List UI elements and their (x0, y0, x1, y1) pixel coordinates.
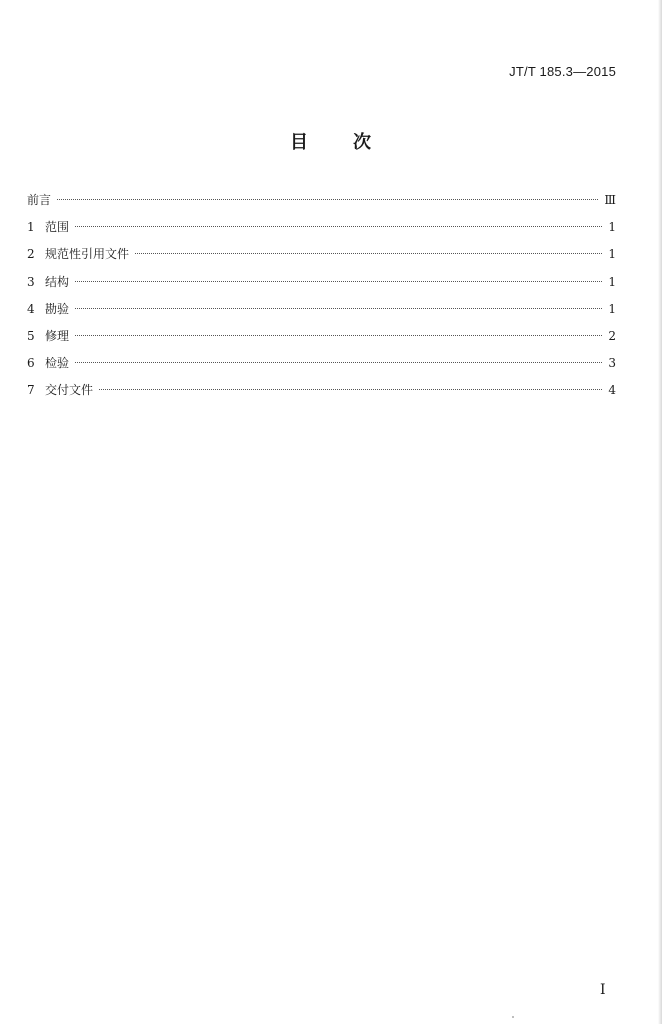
toc-entry-page: 2 (608, 328, 616, 343)
toc-entry-label: 修理 (45, 328, 70, 343)
standard-code: JT/T 185.3—2015 (509, 64, 616, 79)
page-number: I (600, 982, 606, 998)
toc-title-part2: 次 (353, 132, 372, 153)
toc-entry-label: 范围 (45, 220, 70, 235)
toc-leader-dots (75, 226, 602, 227)
toc-entry-label: 交付文件 (45, 383, 94, 398)
toc-entry-page: 1 (608, 247, 616, 262)
toc-entry-label: 结构 (45, 274, 70, 289)
toc-entry-number: 1 (27, 220, 35, 235)
toc-entry-foreword[interactable] (27, 190, 616, 217)
toc-leader-dots (57, 199, 598, 200)
toc-entry-label: 检验 (45, 356, 70, 371)
toc-entry-scope[interactable] (27, 217, 616, 244)
toc-entry-number: 3 (27, 274, 35, 289)
toc-leader-dots (99, 389, 602, 390)
toc-entry-number: 5 (27, 328, 35, 343)
toc-entry-page: 1 (608, 274, 616, 289)
toc-entry-label: 规范性引用文件 (45, 247, 130, 262)
toc-entry-number: 6 (27, 356, 35, 371)
toc-entry-number: 2 (27, 247, 35, 262)
toc-entry-survey[interactable] (27, 299, 616, 326)
toc-entry-normative-references[interactable] (27, 244, 616, 271)
toc-entry-label: 勘验 (45, 301, 70, 316)
toc-entry-page: 1 (608, 301, 616, 316)
toc-entry-page: Ⅲ (604, 193, 616, 207)
toc-entry-number: 7 (27, 383, 35, 398)
toc-entry-page: 1 (608, 220, 616, 235)
toc-leader-dots (75, 281, 602, 282)
toc-entry-delivery-documents[interactable] (27, 380, 616, 407)
toc-leader-dots (75, 362, 602, 363)
table-of-contents (27, 190, 616, 408)
toc-entry-structure[interactable] (27, 272, 616, 299)
toc-title (0, 128, 662, 154)
toc-leader-dots (135, 253, 602, 254)
scan-speck (512, 1016, 514, 1018)
toc-leader-dots (75, 308, 602, 309)
toc-entry-inspection[interactable] (27, 353, 616, 380)
toc-entry-number: 4 (27, 301, 35, 316)
toc-leader-dots (75, 335, 602, 336)
toc-entry-page: 4 (608, 383, 616, 398)
toc-entry-page: 3 (608, 356, 616, 371)
toc-entry-label: 前言 (27, 193, 52, 207)
toc-title-part1: 目 (290, 132, 309, 153)
toc-entry-repair[interactable] (27, 326, 616, 353)
